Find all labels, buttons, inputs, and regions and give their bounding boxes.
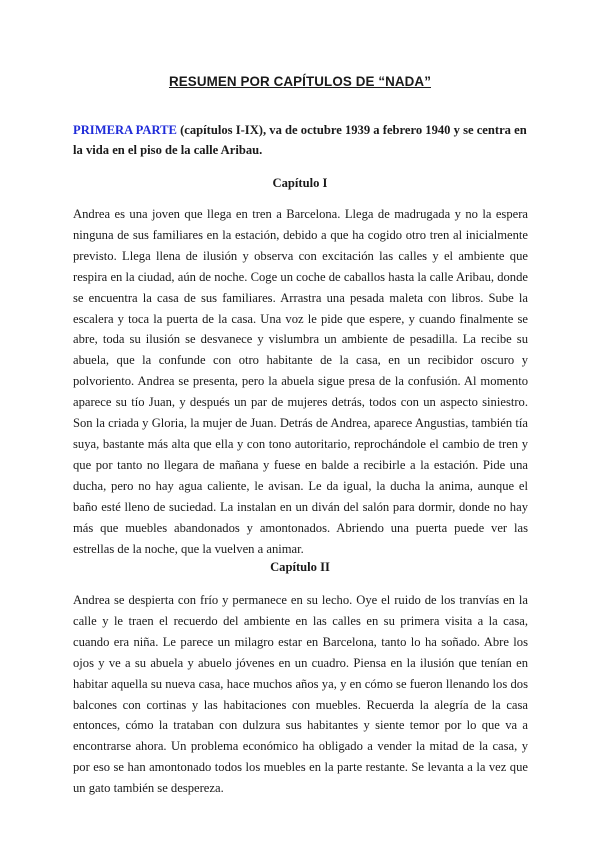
chapter-1-text: Andrea es una joven que llega en tren a Barcelona. Llega de madrugada y no la espera ninguna de sus familiares en la estación, debido a que ha cogido otro tren al inicialmente previsto. Llega llena de ilusión y observa con excitación las calles y el ambiente que respira en la ciudad, aún de noche. Coge un coche de caballos hasta la calle Aribau, donde se encuentra la casa de sus familiares. Arrastra una pesada maleta con libros. Sube la escalera y toca la puerta de la casa. Una voz le pide que espere, y cuando finalmente se abre, toda su ilusión se desvanece y vislumbra un ambiente de pesadilla. La recibe su abuela, que la confunde con otro habitante de la casa, en un recibidor oscuro y polvoriento. Andrea se presenta, pero la abuela sigue presa de la confusión. Al momento aparece su tío Juan, y después un par de mujeres detrás, todos con un aspecto siniestro. Son la criada y Gloria, la mujer de Juan. Detrás de Andrea, aparece Angustias, también tía suya, bastante más alta que ella y con tono autoritario, reprochándole el cambio de tren y que por tanto no llegara de mañana y fuese en balde a recibirle a la estación. Pide una ducha, pero no hay agua caliente, le avisan. Le da igual, la ducha la anima, aunque el baño esté lleno de suciedad. La instalan en un diván del salón para dormir, donde no hay más que muebles abandonados y amontonados. Abriendo una puerta puede ver las estrellas de la noche, que la vuelven a animar. — [73, 207, 528, 556]
part-intro — [73, 120, 529, 160]
part-label: PRIMERA PARTE — [73, 123, 177, 137]
chapter-2-text: Andrea se despierta con frío y permanece en su lecho. Oye el ruido de los tranvías en la calle y le traen el recuerdo del ambiente en las calles en su primera visita a la casa, cuando era niña. Le parece un milagro estar en Barcelona, tanto lo ha soñado. Abre los ojos y ve a su abuela y abuelo jóvenes en un cuadro. Piensa en la ilusión que tenían en habitar aquella su nueva casa, hace muchos años ya, y en cómo se fueron llenando los dos balcones con cortinas y las habitaciones con muebles. Recuerda la alegría de la casa entonces, cómo la trataban con dulzura sus habitantes y siente temor por lo que va a encontrarse ahora. Un problema económico ha obligado a vender la mitad de la casa, y por eso se han amontonado todos los muebles en la parte restante. Se levanta a la vez que un gato también se despereza. — [73, 593, 528, 796]
chapter-2-heading: Capítulo II — [270, 560, 330, 574]
document-title: RESUMEN POR CAPÍTULOS DE “NADA” — [168, 74, 431, 89]
part-intro-text: (capítulos I-IX), va de octubre 1939 a febrero 1940 y se centra en la vida en el piso de la calle Aribau. — [73, 123, 527, 157]
chapter-1-heading: Capítulo I — [272, 176, 328, 190]
